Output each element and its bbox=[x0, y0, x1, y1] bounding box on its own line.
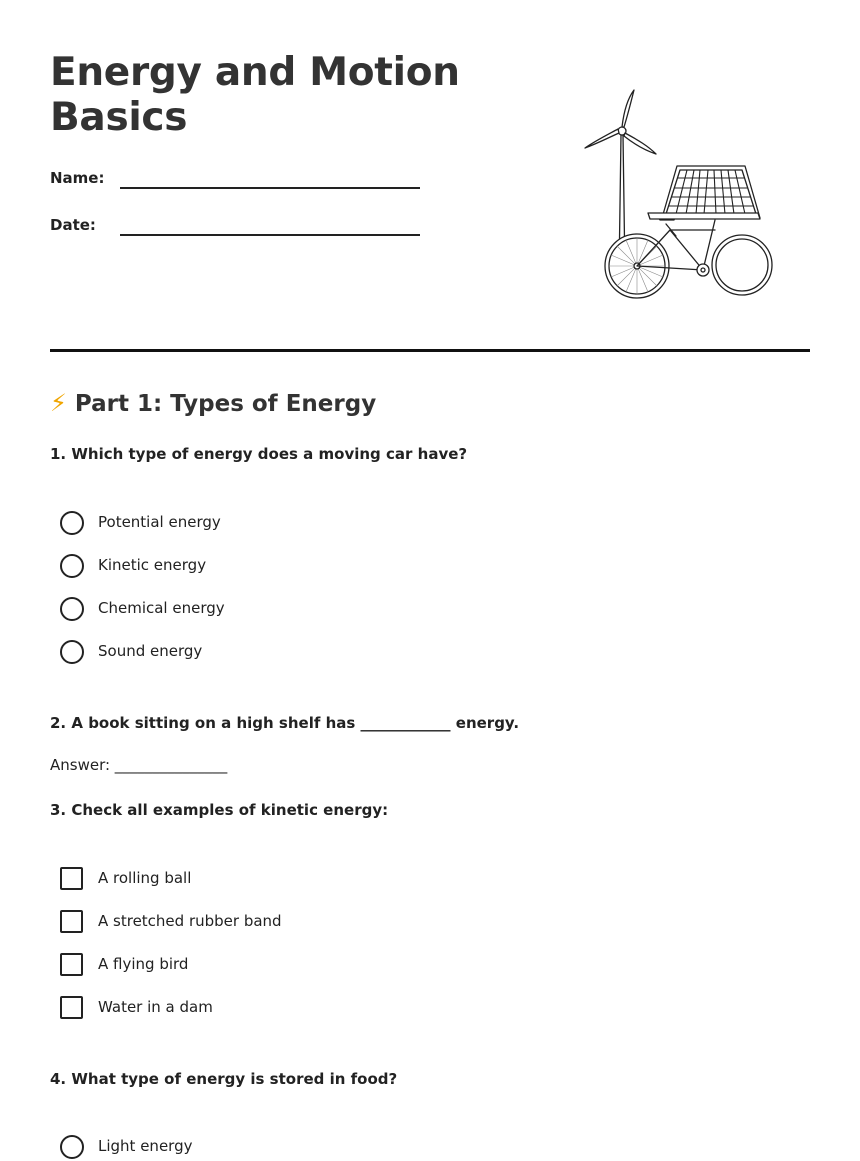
question-1: 1. Which type of energy does a moving car have? bbox=[50, 445, 468, 463]
option-label: A rolling ball bbox=[98, 869, 192, 887]
radio-option[interactable] bbox=[60, 640, 560, 666]
date-input-line[interactable] bbox=[120, 234, 420, 236]
worksheet-title: Energy and Motion Basics bbox=[50, 50, 460, 140]
option-label: Kinetic energy bbox=[98, 556, 207, 574]
option-label: Potential energy bbox=[98, 513, 221, 531]
option-label: Light energy bbox=[98, 1137, 193, 1155]
date-field-row bbox=[50, 210, 420, 240]
radio-button[interactable] bbox=[60, 597, 84, 621]
lightning-bolt-icon: ⚡ bbox=[50, 389, 67, 417]
name-input-line[interactable] bbox=[120, 187, 420, 189]
date-label: Date: bbox=[50, 216, 96, 234]
question-3: 3. Check all examples of kinetic energy: bbox=[50, 801, 389, 819]
section-divider bbox=[50, 349, 810, 352]
checkbox-option[interactable] bbox=[60, 867, 560, 893]
radio-option[interactable] bbox=[60, 554, 560, 580]
option-label: Sound energy bbox=[98, 642, 203, 660]
section-heading bbox=[50, 385, 376, 422]
option-label: Chemical energy bbox=[98, 599, 225, 617]
radio-option[interactable] bbox=[60, 597, 560, 623]
name-label: Name: bbox=[50, 169, 105, 187]
radio-button[interactable] bbox=[60, 511, 84, 535]
radio-button[interactable] bbox=[60, 554, 84, 578]
answer-blank[interactable]: Answer: _______________ bbox=[50, 756, 228, 774]
name-field-row bbox=[50, 163, 420, 193]
checkbox[interactable] bbox=[60, 910, 83, 933]
checkbox[interactable] bbox=[60, 996, 83, 1019]
solar-panel-icon bbox=[648, 166, 760, 219]
question-2: 2. A book sitting on a high shelf has ____________ energy. bbox=[50, 714, 520, 732]
checkbox-option[interactable] bbox=[60, 996, 560, 1022]
checkbox[interactable] bbox=[60, 953, 83, 976]
bicycle-icon bbox=[605, 215, 772, 298]
option-label: A flying bird bbox=[98, 955, 189, 973]
energy-illustration-icon bbox=[580, 80, 780, 305]
radio-option[interactable] bbox=[60, 511, 560, 537]
radio-option[interactable] bbox=[60, 1135, 560, 1161]
question-4: 4. What type of energy is stored in food? bbox=[50, 1070, 398, 1088]
section-title: Part 1: Types of Energy bbox=[74, 391, 377, 417]
option-label: Water in a dam bbox=[98, 998, 213, 1016]
checkbox-option[interactable] bbox=[60, 953, 560, 979]
checkbox[interactable] bbox=[60, 867, 83, 890]
radio-button[interactable] bbox=[60, 640, 84, 664]
option-label: A stretched rubber band bbox=[98, 912, 282, 930]
radio-button[interactable] bbox=[60, 1135, 84, 1159]
checkbox-option[interactable] bbox=[60, 910, 560, 936]
